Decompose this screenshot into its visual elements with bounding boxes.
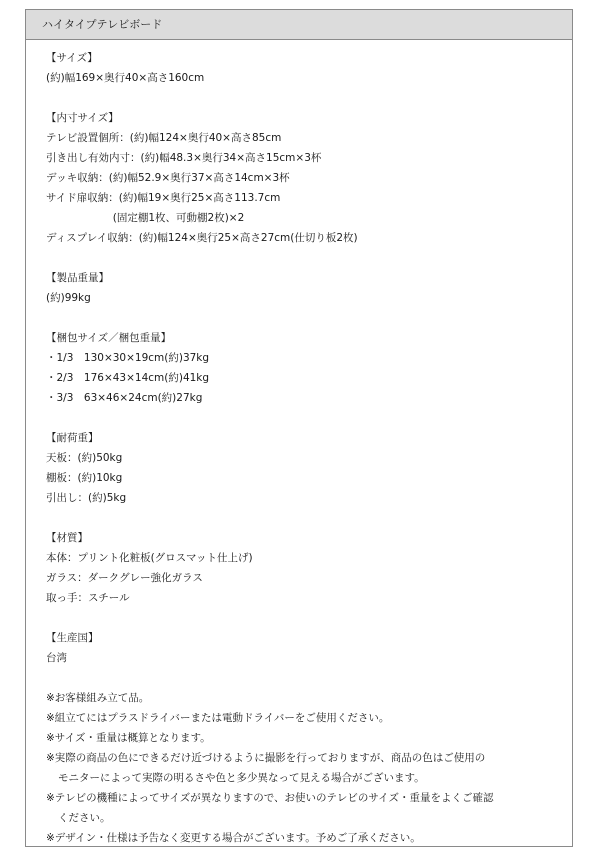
spec-line: 取っ手：スチール — [46, 592, 130, 604]
spec-line: (固定棚1枚、可動棚2枚)×2 — [46, 212, 245, 224]
spec-line: テレビ設置個所：(約)幅124×奥行40×高さ85cm — [46, 132, 282, 144]
note-line: ※サイズ・重量は概算となります。 — [46, 732, 211, 744]
spec-line: ・2/3 176×43×14cm(約)41kg — [46, 372, 210, 384]
section-heading: 【サイズ】 — [46, 52, 98, 64]
section-country — [46, 628, 572, 668]
spec-line: (約)幅169×奥行40×高さ160cm — [46, 72, 205, 84]
spec-line: 台湾 — [46, 652, 67, 664]
spec-line: (約)99kg — [46, 292, 91, 304]
spec-box — [25, 9, 573, 847]
note-line: ※実際の商品の色にできるだけ近づけるように撮影を行っておりますが、商品の色はご使用の — [46, 752, 486, 764]
note-line: ください。 — [58, 812, 111, 824]
section-product-weight — [46, 268, 572, 308]
spec-line: ガラス：ダークグレー強化ガラス — [46, 572, 203, 584]
spec-line: デッキ収納：(約)幅52.9×奥行37×高さ14cm×3杯 — [46, 172, 290, 184]
note-line: ※テレビの機種によってサイズが異なりますので、お使いのテレビのサイズ・重量をよくご確認 — [46, 792, 494, 804]
note-line: ※お客様組み立て品。 — [46, 692, 150, 704]
section-heading: 【耐荷重】 — [46, 432, 99, 444]
note-line: ※デザイン・仕様は予告なく変更する場合がございます。予めご了承ください。 — [46, 832, 421, 844]
section-heading: 【製品重量】 — [46, 272, 109, 284]
spec-line: 天板：(約)50kg — [46, 452, 123, 464]
spec-line: 棚板：(約)10kg — [46, 472, 123, 484]
spec-header — [26, 10, 572, 40]
spec-line: サイド扉収納：(約)幅19×奥行25×高さ113.7cm — [46, 192, 281, 204]
spec-body — [26, 40, 572, 848]
spec-line: 引き出し有効内寸：(約)幅48.3×奥行34×高さ15cm×3杯 — [46, 152, 322, 164]
spec-line: ・3/3 63×46×24cm(約)27kg — [46, 392, 203, 404]
section-heading: 【生産国】 — [46, 632, 99, 644]
section-size — [46, 48, 572, 88]
section-inner-size — [46, 108, 572, 248]
spec-title: ハイタイプテレビボード — [42, 18, 163, 31]
section-load-capacity — [46, 428, 572, 508]
spec-line: 本体：プリント化粧板(グロスマット仕上げ) — [46, 552, 253, 564]
section-heading: 【材質】 — [46, 532, 88, 544]
section-heading: 【内寸サイズ】 — [46, 112, 119, 124]
section-package — [46, 328, 572, 408]
spec-line: 引出し：(約)5kg — [46, 492, 127, 504]
section-material — [46, 528, 572, 608]
note-line: モニターによって実際の明るさや色と多少異なって見える場合がございます。 — [58, 772, 425, 784]
note-line: ※組立てにはプラスドライバーまたは電動ドライバーをご使用ください。 — [46, 712, 390, 724]
spec-line: ディスプレイ収納：(約)幅124×奥行25×高さ27cm(仕切り板2枚) — [46, 232, 358, 244]
section-notes — [46, 688, 572, 848]
spec-line: ・1/3 130×30×19cm(約)37kg — [46, 352, 210, 364]
section-heading: 【梱包サイズ／梱包重量】 — [46, 332, 172, 344]
